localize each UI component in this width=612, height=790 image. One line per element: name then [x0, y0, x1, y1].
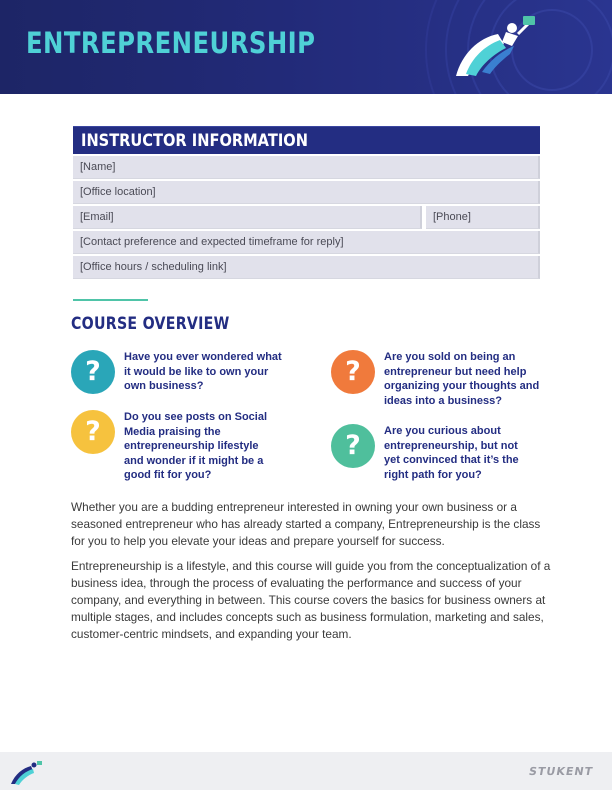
superhero-with-briefcase-icon — [452, 14, 538, 80]
instructor-info-table — [73, 126, 540, 279]
overview-paragraph-1: Whether you are a budding entrepreneur interested in owning your own business or a seasoned entrepreneur who has already started a company, Entrepreneurship is the class for you to help you elevate your ideas and prepare yourself for success. — [71, 500, 541, 548]
page-header — [0, 0, 612, 94]
email-field[interactable]: [Email] — [73, 206, 422, 229]
brand-logo: STUKENT — [527, 765, 595, 778]
superhero-mini-icon — [9, 760, 43, 786]
page-footer — [0, 752, 612, 790]
office-location-field[interactable]: [Office location] — [73, 181, 540, 204]
question-text: Have you ever wondered what it would be like to own your own business? — [124, 351, 282, 392]
question-mark-icon: ? — [331, 350, 375, 394]
instructor-heading: INSTRUCTOR INFORMATION — [73, 126, 540, 154]
course-overview-heading: COURSE OVERVIEW — [71, 314, 230, 333]
phone-field[interactable]: [Phone] — [426, 206, 540, 229]
office-hours-field[interactable]: [Office hours / scheduling link] — [73, 256, 540, 279]
section-divider — [73, 299, 148, 301]
page-title: ENTREPRENEURSHIP — [26, 26, 316, 60]
question-mark-icon: ? — [71, 350, 115, 394]
question-text: Are you sold on being an entrepreneur but need help organizing your thoughts and ideas into a business? — [384, 351, 540, 407]
question-text: Are you curious about entrepreneurship, but not yet convinced that it’s the right path for you? — [384, 425, 519, 481]
contact-preference-field[interactable]: [Contact preference and expected timeframe for reply] — [73, 231, 540, 254]
overview-paragraph-2: Entrepreneurship is a lifestyle, and this course will guide you from the conceptualization of a business idea, through the process of evaluating the performance and success of your company, and everything in between. This course covers the basics for business owners at multiple stages, and includes concepts such as business formulation, marketing and sales, customer-centric mindsets, and expanding your team. — [71, 559, 551, 641]
question-text: Do you see posts on Social Media praising the entrepreneurship lifestyle and wonder if it might be a good fit for you? — [124, 411, 268, 481]
question-mark-icon: ? — [331, 424, 375, 468]
question-mark-icon: ? — [71, 410, 115, 454]
name-field[interactable]: [Name] — [73, 156, 540, 179]
